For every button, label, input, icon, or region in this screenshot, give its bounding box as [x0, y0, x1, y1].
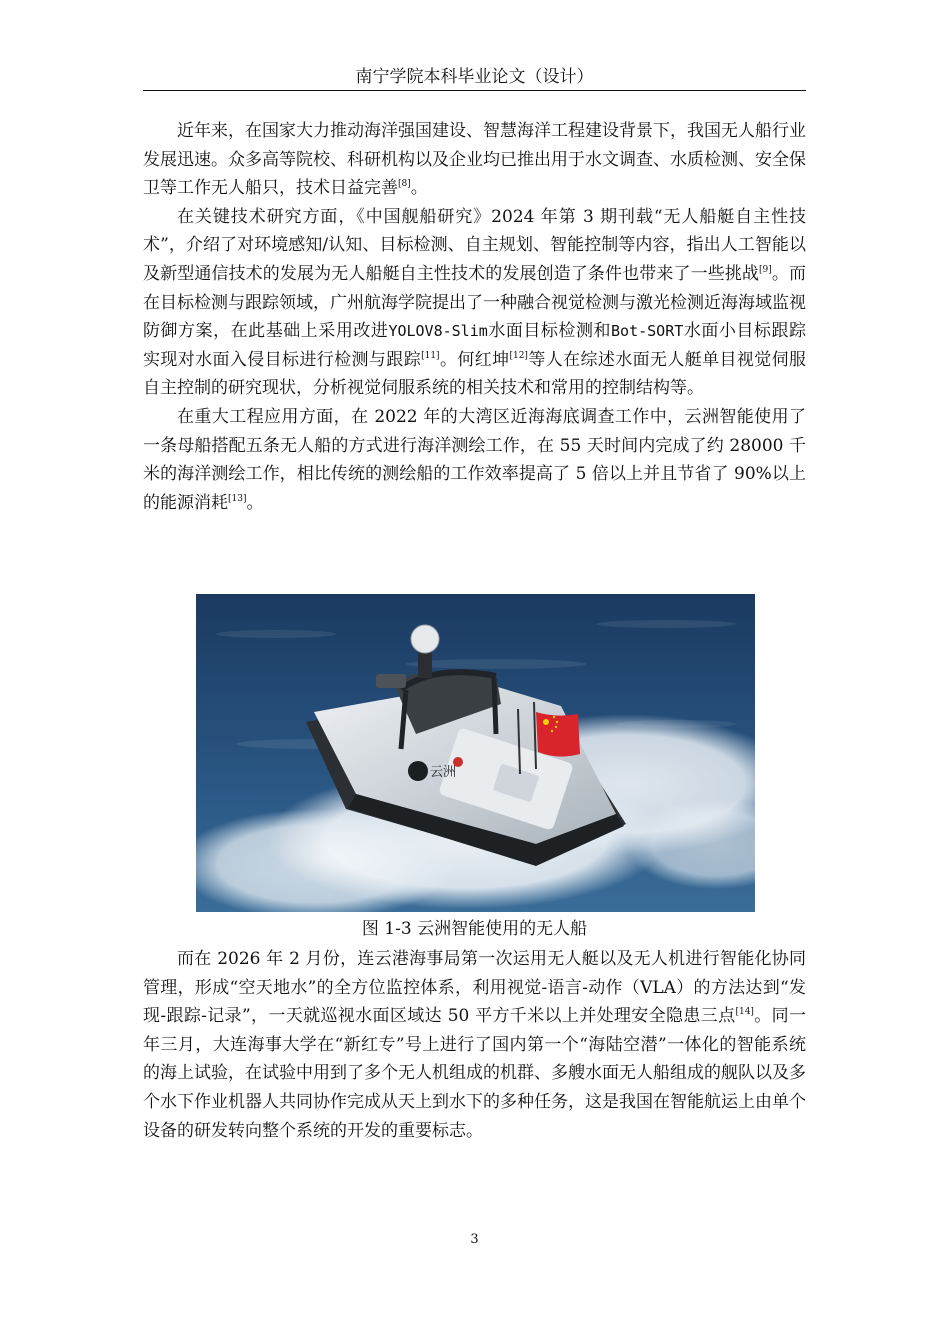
header-divider [143, 90, 806, 91]
page-header-title: 南宁学院本科毕业论文（设计） [355, 67, 594, 87]
text-run: 水面目标检测和 [487, 321, 612, 342]
figure-caption: 图 1-3 云洲智能使用的无人船 [361, 919, 588, 939]
paragraph-1 [143, 117, 806, 203]
technical-term: Bot-SORT [611, 322, 684, 341]
paragraph-3 [143, 403, 806, 517]
text-run: 。 [410, 178, 428, 199]
body-text-lower [143, 945, 806, 1145]
citation-ref: [9] [759, 264, 772, 275]
text-run: 近年来，在国家大力推动海洋强国建设、智慧海洋工程建设背景下，我国无人船行业发展迅速。众多高等院校、科研机构以及企业均已推出用于水文调查、水质检测、安全保卫等工作无人船只，技术日益完善 [143, 121, 806, 199]
text-run: 。 [246, 492, 264, 513]
technical-term: YOLOV8-Slim [388, 322, 488, 341]
citation-ref: [11] [421, 350, 440, 361]
text-run: 。同一年三月，大连海事大学在“新红专”号上进行了国内第一个“海陆空潜”一体化的智能系统的海上试验，在试验中用到了多个无人机组成的机群、多艘水面无人船组成的舰队以及多个水下作业机器人共同协作完成从天上到水下的多种任务，这是我国在智能航运上由单个设备的研发转向整个系统的开发的重要标志。 [143, 1006, 807, 1141]
page-number: 3 [470, 1232, 479, 1247]
text-run: 在重大工程应用方面，在 2022 年的大湾区近海海底调查工作中，云洲智能使用了一条母船搭配五条无人船的方式进行海洋测绘工作，在 55 天时间内完成了约 28000 千米的海洋测绘工作，相比传统的测绘船的工作效率提高了 5 倍以上并且节省了 90%以上的能源消耗 [143, 406, 806, 513]
figure-unmanned-boat [196, 594, 755, 912]
paragraph-4 [143, 945, 806, 1145]
text-run: 等人在综述水面无人艇单目视觉伺服自主控制的研究现状，分析视觉伺服系统的相关技术和常用的控制结构等。 [143, 349, 807, 399]
boat-logo-text: 云洲 [430, 765, 457, 780]
body-text-upper [143, 117, 806, 517]
text-run: 水面小目标跟踪实现对水面入侵目标进行检测与跟踪 [143, 321, 806, 370]
text-run: 而在 2026 年 2 月份，连云港海事局第一次运用无人艇以及无人机进行智能化协同管理，形成“空天地水”的全方位监控体系，利用视觉-语言-动作（VLA）的方法达到“发现-跟踪-记录”，一天就巡视水面区域达 50 平方千米以上并处理安全隐患三点 [143, 949, 806, 1027]
citation-ref: [13] [228, 493, 247, 504]
citation-ref: [14] [735, 1007, 754, 1018]
text-run: 。而在目标检测与跟踪领域，广州航海学院提出了一种融合视觉检测与激光检测近海海域监视防御方案，在此基础上采用改进 [143, 263, 807, 342]
citation-ref: [8] [398, 179, 411, 190]
boat-photo-illustration [196, 594, 755, 912]
text-run: 在关键技术研究方面，《中国舰船研究》2024 年第 3 期刊载“无人船艇自主性技术”，介绍了对环境感知/认知、目标检测、自主规划、智能控制等内容，指出人工智能以及新型通信技术的发展为无人船艇自主性技术的发展创造了条件也带来了一些挑战 [143, 206, 806, 284]
paragraph-2 [143, 203, 806, 403]
text-run: 。何红坤 [439, 349, 510, 370]
citation-ref: [12] [509, 350, 528, 361]
china-flag [536, 712, 580, 757]
